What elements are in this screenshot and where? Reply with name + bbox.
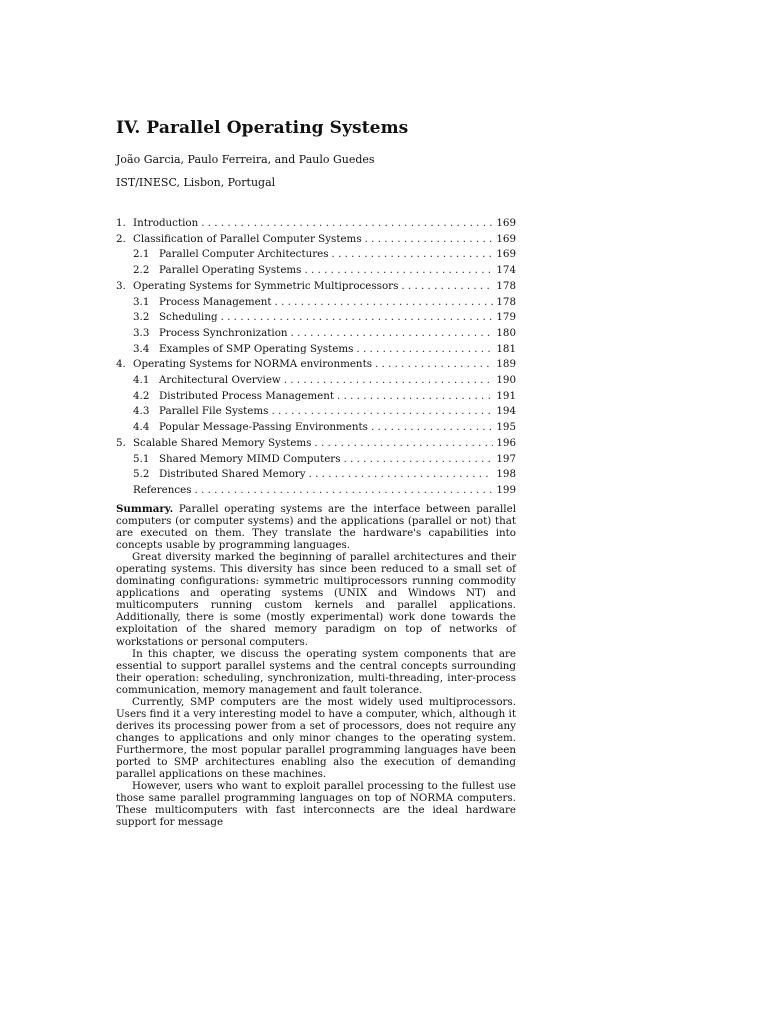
toc-leader-dots xyxy=(356,342,493,358)
toc-entry-number: 4. xyxy=(116,358,126,371)
toc-entry-page: 169 xyxy=(496,217,516,229)
toc-leader-dots xyxy=(375,357,493,373)
toc-entry-page: 198 xyxy=(496,468,516,481)
toc-entry xyxy=(116,263,516,279)
toc-leader-dots xyxy=(332,247,494,263)
toc-entry-title: Process Management xyxy=(159,295,272,308)
toc-entry-number: 3.2 xyxy=(133,311,150,324)
toc-entry-title: Distributed Process Management xyxy=(159,389,335,402)
toc-entry-page: 179 xyxy=(496,311,516,324)
toc-entry-page: 190 xyxy=(496,374,516,387)
toc-entry-number: 2. xyxy=(116,232,126,245)
toc-entry-number: 4.1 xyxy=(133,374,150,387)
toc-entry xyxy=(116,357,516,373)
toc-entry xyxy=(116,310,516,326)
toc-leader-dots xyxy=(271,404,493,420)
chapter-body xyxy=(116,503,516,828)
toc-entry-page: 169 xyxy=(496,248,516,261)
toc-entry xyxy=(116,279,516,295)
toc-entry-page: 199 xyxy=(496,483,516,496)
toc-entry-page: 189 xyxy=(496,358,516,371)
toc-entry-number: 4.4 xyxy=(133,421,150,434)
toc-leader-dots xyxy=(337,389,493,405)
toc-leader-dots xyxy=(365,232,494,248)
toc-entry xyxy=(116,326,516,342)
toc-entry-page: 181 xyxy=(496,342,516,355)
toc-entry-title: Popular Message-Passing Environments xyxy=(159,421,368,434)
toc-entry xyxy=(116,452,516,468)
toc-entry-number: 5.1 xyxy=(133,452,150,465)
toc-leader-dots xyxy=(284,373,494,389)
toc-entry-number: 3.4 xyxy=(133,342,150,355)
toc-leader-dots xyxy=(371,420,493,436)
toc-entry-page: 174 xyxy=(496,264,516,277)
toc-entry-page: 178 xyxy=(496,279,516,292)
toc-entry-page: 197 xyxy=(496,452,516,465)
toc-entry xyxy=(116,436,516,452)
chapter-title: IV. Parallel Operating Systems xyxy=(116,118,409,138)
toc-entry xyxy=(116,420,516,436)
toc-entry xyxy=(116,216,516,232)
body-paragraph: In this chapter, we discuss the operating system components that are essential to support parallel systems and the central concepts surrounding their operation: scheduling, synchronization, multi-threading, inter-process communication, memory management and fault tolerance. xyxy=(116,647,516,696)
toc-entry-number: 2.2 xyxy=(133,264,150,277)
chapter-authors: João Garcia, Paulo Ferreira, and Paulo Guedes xyxy=(116,153,375,166)
toc-entry-title: Parallel Computer Architectures xyxy=(159,248,329,261)
toc-entry-title: Architectural Overview xyxy=(159,374,281,387)
toc-entry xyxy=(116,342,516,358)
summary-text: Parallel operating systems are the interface between parallel computers (or computer systems) and the applications (parallel or not) that are executed on them. They translate the hardware's capabilities into concepts usable by programming languages. xyxy=(116,503,516,552)
summary-paragraph xyxy=(116,503,516,551)
body-paragraph: Great diversity marked the beginning of parallel architectures and their operating systems. This diversity has since been reduced to a small set of dominating configurations: symmetric multiprocessors running commodity applications and operating systems (UNIX and Windows NT) and multicomputers running custom kernels and parallel applications. Additionally, there is some (mostly experimental) work done towards the exploitation of the shared memory paradigm on top of networks of workstations or personal computers. xyxy=(116,551,516,648)
toc-entry-title: Distributed Shared Memory xyxy=(159,468,306,481)
toc-entry-number: 4.2 xyxy=(133,389,150,402)
toc-entry-number: 5.2 xyxy=(133,468,150,481)
toc-entry-page: 191 xyxy=(496,389,516,402)
toc-entry-title: Operating Systems for NORMA environments xyxy=(133,358,372,371)
chapter-affiliation: IST/INESC, Lisbon, Portugal xyxy=(116,176,276,189)
toc-entry-title: Parallel Operating Systems xyxy=(159,264,302,277)
toc-entry-title: Operating Systems for Symmetric Multiprocessors xyxy=(133,279,399,292)
toc-entry-page: 195 xyxy=(496,421,516,434)
toc-entry-title: Scalable Shared Memory Systems xyxy=(133,436,312,449)
toc-entry-number: 5. xyxy=(116,436,126,449)
toc-leader-dots xyxy=(201,216,493,232)
toc-entry-title: Scheduling xyxy=(159,311,218,324)
toc-entry xyxy=(116,232,516,248)
toc-leader-dots xyxy=(195,483,494,499)
body-paragraph: Currently, SMP computers are the most widely used multiprocessors. Users find it a very interesting model to have a computer, which, although it derives its processing power from a set of processors, does not require any changes to applications and only minor changes to the operating system. Furthermore, the most popular parallel programming languages have been ported to SMP architectures enabling also the execution of demanding parallel applications on these machines. xyxy=(116,695,516,781)
toc-entry-title: Parallel File Systems xyxy=(159,405,269,418)
toc-entry-title: Classification of Parallel Computer Systems xyxy=(133,232,362,245)
toc-leader-dots xyxy=(314,436,493,452)
toc-entry-number: 4.3 xyxy=(133,405,150,418)
toc-entry-page: 180 xyxy=(496,326,516,339)
toc-entry-page: 178 xyxy=(496,295,516,308)
toc-leader-dots xyxy=(275,295,494,311)
toc-entry-page: 194 xyxy=(496,405,516,418)
toc-entry-number: 2.1 xyxy=(133,248,150,261)
toc-entry-number: 3.3 xyxy=(133,326,150,339)
toc-entry-title: Examples of SMP Operating Systems xyxy=(159,342,354,355)
toc-entry xyxy=(116,373,516,389)
body-paragraph: However, users who want to exploit parallel processing to the fullest use those same parallel programming languages on top of NORMA computers. These multicomputers with fast interconnects are the ideal hardware support for message xyxy=(116,780,516,829)
toc-entry-title: Introduction xyxy=(133,217,199,229)
toc-entry-number: 3. xyxy=(116,279,126,292)
summary-label: Summary. xyxy=(116,503,174,515)
toc-entry-number: 3.1 xyxy=(133,295,150,308)
toc-leader-dots xyxy=(344,452,494,468)
toc-entry-title: Shared Memory MIMD Computers xyxy=(159,452,341,465)
toc-entry-page: 196 xyxy=(496,436,516,449)
toc-entry-page: 169 xyxy=(496,232,516,245)
toc-entry-title: Process Synchronization xyxy=(159,326,288,339)
toc-entry xyxy=(116,295,516,311)
table-of-contents xyxy=(116,216,516,499)
toc-entry xyxy=(116,389,516,405)
toc-leader-dots xyxy=(401,279,493,295)
toc-leader-dots xyxy=(309,467,494,483)
toc-entry-title: References xyxy=(133,483,192,496)
toc-entry xyxy=(116,467,516,483)
toc-entry-number: 1. xyxy=(116,217,126,229)
toc-leader-dots xyxy=(221,310,494,326)
toc-entry xyxy=(116,404,516,420)
toc-leader-dots xyxy=(291,326,494,342)
toc-entry xyxy=(116,247,516,263)
toc-entry xyxy=(116,483,516,499)
toc-leader-dots xyxy=(304,263,493,279)
